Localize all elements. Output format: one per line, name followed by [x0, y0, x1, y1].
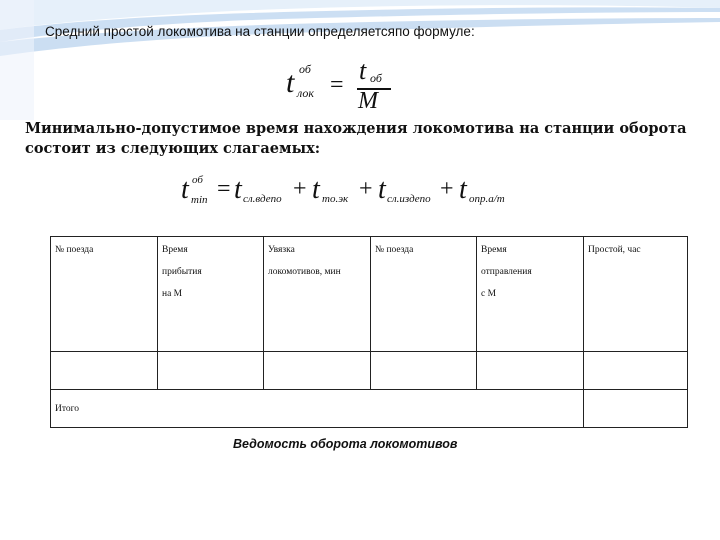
header-line: Простой, час [588, 245, 641, 255]
formula-lhs-superscript: об [299, 62, 311, 76]
header-line: Время [481, 245, 507, 255]
table-header-row [51, 237, 688, 352]
formula2-plus: + [440, 176, 454, 202]
table-caption: Ведомость оборота локомотивов [233, 437, 458, 451]
header-cell-train-number-2 [371, 237, 477, 352]
total-value-cell [584, 390, 688, 428]
table-cell [264, 352, 371, 390]
formula2-plus: + [359, 176, 373, 202]
table-cell [477, 352, 584, 390]
header-cell-train-number [51, 237, 158, 352]
formula2-equals: = [217, 176, 231, 202]
formula2-term-subscript: сл.издепо [387, 193, 431, 205]
slide-title: Средний простой локомотива на станции определяетсяпо формуле: [45, 24, 475, 39]
header-cell-arrival-time [158, 237, 264, 352]
formula2-term-subscript: опр.а/т [469, 193, 505, 205]
formula2-lhs-superscript: об [192, 174, 203, 186]
header-cell-departure-time [477, 237, 584, 352]
header-line: на М [162, 289, 183, 299]
formula2-term-symbol: t [234, 174, 242, 205]
table-row [51, 352, 688, 390]
header-cell-linkage [264, 237, 371, 352]
table-cell [371, 352, 477, 390]
formula-equals: = [330, 72, 344, 98]
total-label-cell [51, 390, 584, 428]
header-line: № поезда [55, 245, 94, 255]
average-idle-formula [282, 58, 402, 114]
locomotive-turnover-table [50, 236, 688, 428]
header-line: с М [481, 289, 497, 299]
formula2-term-subscript: сл.вдепо [243, 193, 282, 205]
formula2-plus: + [293, 176, 307, 202]
formula-denominator: M [358, 88, 378, 114]
formula2-lhs-symbol: t [181, 174, 189, 205]
description-text: Минимально-допустимое время нахождения локомотива на станции оборота состоит из следующих слагаемых: [25, 120, 687, 157]
minimum-time-formula [181, 172, 521, 212]
formula2-term-symbol: t [312, 174, 320, 205]
header-line: локомотивов, мин [268, 267, 341, 277]
table-cell [584, 352, 688, 390]
table-total-row [51, 390, 688, 428]
formula2-lhs-subscript: min [191, 194, 208, 206]
formula2-term-symbol: t [378, 174, 386, 205]
header-line: № поезда [375, 245, 414, 255]
formula2-term-subscript: то.эк [322, 193, 349, 205]
formula-numerator-subscript: об [370, 71, 382, 85]
header-line: прибытия [162, 267, 202, 277]
total-label: Итого [55, 403, 80, 414]
table-cell [51, 352, 158, 390]
formula2-term-symbol: t [459, 174, 467, 205]
formula-lhs-subscript: лок [297, 86, 314, 100]
header-line: отправления [481, 267, 532, 277]
formula-numerator-symbol: t [359, 56, 367, 85]
header-line: Время [162, 245, 188, 255]
header-cell-idle-hours [584, 237, 688, 352]
header-line: Увязка [268, 245, 295, 255]
table-cell [158, 352, 264, 390]
formula-lhs-symbol: t [286, 66, 295, 99]
